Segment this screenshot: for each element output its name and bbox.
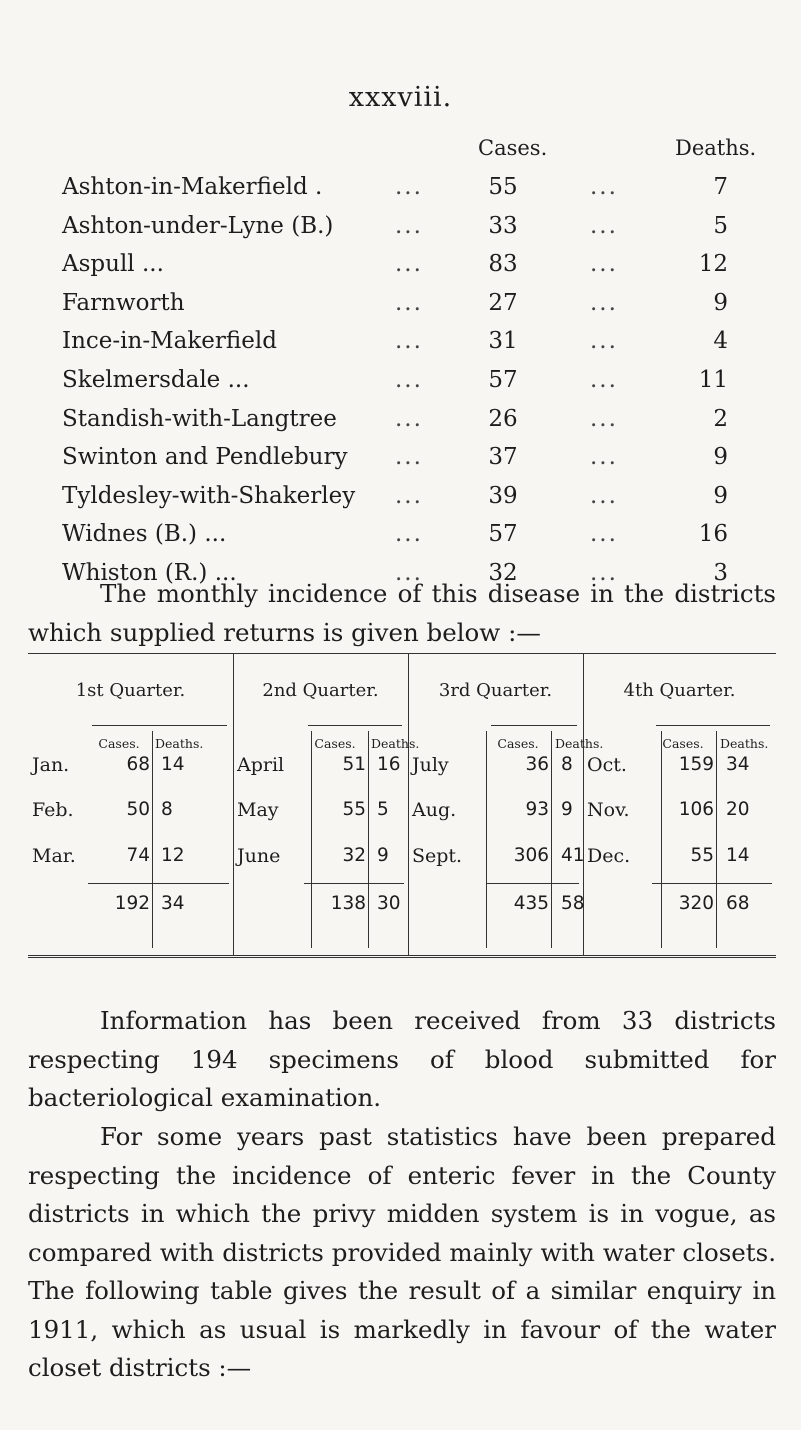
cases-label: Cases.	[314, 736, 356, 751]
district-cases: 26	[488, 405, 518, 432]
month-deaths: 8	[161, 799, 173, 820]
leader-dots: ...	[395, 251, 423, 278]
month-deaths: 14	[726, 845, 750, 866]
leader-dots: ...	[395, 521, 423, 548]
leader-dots: ...	[590, 212, 618, 239]
leader-dots: ...	[395, 366, 423, 393]
district-deaths: 16	[698, 521, 728, 548]
leader-dots: ...	[590, 289, 618, 316]
page-number: xxxviii.	[348, 82, 453, 113]
month-deaths: 5	[377, 799, 389, 820]
deaths-label: Deaths.	[155, 736, 204, 751]
month-cases: 55	[690, 845, 714, 866]
district-cases: 57	[488, 521, 518, 548]
district-name: Ince-in-Makerfield	[62, 328, 277, 355]
month-label: Oct.	[587, 754, 627, 776]
deaths-label: Deaths.	[555, 736, 604, 751]
leader-dots: ...	[590, 482, 618, 509]
deaths-column-header: Deaths.	[675, 136, 757, 160]
cases-column-header: Cases.	[478, 136, 548, 160]
month-deaths: 34	[726, 754, 750, 775]
district-deaths: 9	[713, 289, 728, 316]
district-cases: 31	[488, 328, 518, 355]
district-row	[0, 479, 801, 518]
quarter-total-deaths: 58	[561, 893, 585, 914]
district-name: Skelmersdale ...	[62, 366, 250, 393]
quarter-total-cases: 320	[678, 893, 714, 914]
month-cases: 106	[678, 799, 714, 820]
month-cases: 50	[126, 799, 150, 820]
district-deaths: 3	[713, 559, 728, 586]
table-rule	[491, 725, 577, 726]
month-deaths: 9	[561, 799, 573, 820]
quarter-total-deaths: 68	[726, 893, 750, 914]
leader-dots: ...	[395, 482, 423, 509]
intro-paragraph: The monthly incidence of this disease in the districts which supplied returns is given below :—	[28, 579, 776, 647]
district-name: Widnes (B.) ...	[62, 521, 227, 548]
table-divider	[368, 731, 369, 948]
month-cases: 68	[126, 754, 150, 775]
month-label: Feb.	[32, 799, 74, 821]
quarter-total-deaths: 30	[377, 893, 401, 914]
district-name: Tyldesley-with-Shakerley	[62, 482, 356, 509]
district-deaths: 12	[698, 251, 728, 278]
leader-dots: ...	[590, 559, 618, 586]
leader-dots: ...	[590, 444, 618, 471]
quarter-total-cases: 138	[330, 893, 366, 914]
month-cases: 306	[513, 845, 549, 866]
month-label: Nov.	[587, 799, 630, 821]
month-cases: 32	[342, 845, 366, 866]
total-rule	[304, 883, 404, 884]
leader-dots: ...	[395, 444, 423, 471]
district-row	[0, 324, 801, 363]
district-deaths: 2	[713, 405, 728, 432]
month-label: Sept.	[412, 845, 463, 867]
district-name: Standish-with-Langtree	[62, 405, 337, 432]
district-row	[0, 286, 801, 325]
quarter-title: 2nd Quarter.	[262, 680, 379, 701]
district-row	[0, 363, 801, 402]
district-cases: 27	[488, 289, 518, 316]
deaths-label: Deaths.	[720, 736, 769, 751]
paragraph-enteric-statistics: For some years past statistics have been prepared respecting the incidence of enteric fever in the County districts in which the privy midden system is in vogue, as compared with districts provided mainly with water closets. The following table gives the result of a similar enquiry in 1911, which as usual is markedly in favour of the water closet districts :—	[28, 1122, 776, 1382]
month-deaths: 41	[561, 845, 585, 866]
table-divider	[486, 731, 487, 948]
district-list	[0, 170, 801, 595]
month-deaths: 16	[377, 754, 401, 775]
district-name: Ashton-under-Lyne (B.)	[62, 212, 334, 239]
table-rule	[92, 725, 227, 726]
table-divider	[716, 731, 717, 948]
deaths-label: Deaths.	[371, 736, 420, 751]
month-cases: 93	[525, 799, 549, 820]
leader-dots: ...	[395, 174, 423, 200]
quarter-title: 3rd Quarter.	[438, 680, 553, 701]
district-deaths: 5	[713, 212, 728, 239]
quarter-total-deaths: 34	[161, 893, 185, 914]
month-label: Mar.	[32, 845, 76, 867]
table-rule	[28, 653, 776, 654]
month-label: June	[237, 845, 281, 867]
month-deaths: 14	[161, 754, 185, 775]
month-deaths: 8	[561, 754, 573, 775]
month-deaths: 12	[161, 845, 185, 866]
district-cases: 32	[488, 559, 518, 586]
district-row	[0, 209, 801, 248]
month-cases: 74	[126, 845, 150, 866]
district-cases: 33	[488, 212, 518, 239]
leader-dots: ...	[590, 405, 618, 432]
leader-dots: ...	[590, 251, 618, 278]
table-rule	[308, 725, 402, 726]
district-deaths: 9	[713, 444, 728, 471]
district-cases: 83	[488, 251, 518, 278]
month-label: July	[412, 754, 449, 776]
district-deaths: 11	[698, 366, 728, 393]
quarter-total-cases: 435	[513, 893, 549, 914]
leader-dots: ...	[590, 521, 618, 548]
total-rule	[88, 883, 229, 884]
leader-dots: ...	[590, 174, 618, 200]
leader-dots: ...	[395, 212, 423, 239]
district-name: Swinton and Pendlebury	[62, 444, 348, 471]
table-rule	[28, 955, 776, 958]
total-rule	[487, 883, 579, 884]
month-label: Dec.	[587, 845, 631, 867]
leader-dots: ...	[590, 366, 618, 393]
month-label: April	[237, 754, 285, 776]
leader-dots: ...	[395, 405, 423, 432]
district-cases: 55	[488, 174, 518, 200]
leader-dots: ...	[590, 328, 618, 355]
district-row	[0, 247, 801, 286]
month-cases: 55	[342, 799, 366, 820]
month-label: May	[237, 799, 279, 821]
district-name: Whiston (R.) ...	[62, 559, 237, 586]
month-label: Aug.	[412, 799, 457, 821]
paragraph-blood-specimens: Information has been received from 33 districts respecting 194 specimens of blood submitted for bacteriological examination.	[28, 1006, 776, 1112]
cases-label: Cases.	[98, 736, 140, 751]
district-name: Ashton-in-Makerfield .	[62, 174, 323, 200]
district-row	[0, 517, 801, 556]
leader-dots: ...	[395, 559, 423, 586]
district-deaths: 4	[713, 328, 728, 355]
district-row	[0, 402, 801, 441]
district-cases: 39	[488, 482, 518, 509]
table-divider	[152, 731, 153, 948]
cases-label: Cases.	[662, 736, 704, 751]
month-deaths: 20	[726, 799, 750, 820]
month-label: Jan.	[32, 754, 70, 776]
month-cases: 159	[678, 754, 714, 775]
leader-dots: ...	[395, 328, 423, 355]
district-row	[0, 170, 801, 209]
district-deaths: 9	[713, 482, 728, 509]
district-cases: 57	[488, 366, 518, 393]
quarter-title: 1st Quarter.	[75, 680, 186, 701]
quarter-total-cases: 192	[114, 893, 150, 914]
month-deaths: 9	[377, 845, 389, 866]
month-cases: 36	[525, 754, 549, 775]
district-name: Aspull ...	[62, 251, 164, 278]
month-cases: 51	[342, 754, 366, 775]
quarter-title: 4th Quarter.	[623, 680, 736, 701]
table-divider	[551, 731, 552, 948]
district-deaths: 7	[713, 174, 728, 200]
total-rule	[652, 883, 772, 884]
district-row	[0, 440, 801, 479]
cases-label: Cases.	[497, 736, 539, 751]
table-rule	[656, 725, 770, 726]
leader-dots: ...	[395, 289, 423, 316]
quarterly-table	[28, 653, 776, 958]
district-cases: 37	[488, 444, 518, 471]
district-name: Farnworth	[62, 289, 185, 316]
